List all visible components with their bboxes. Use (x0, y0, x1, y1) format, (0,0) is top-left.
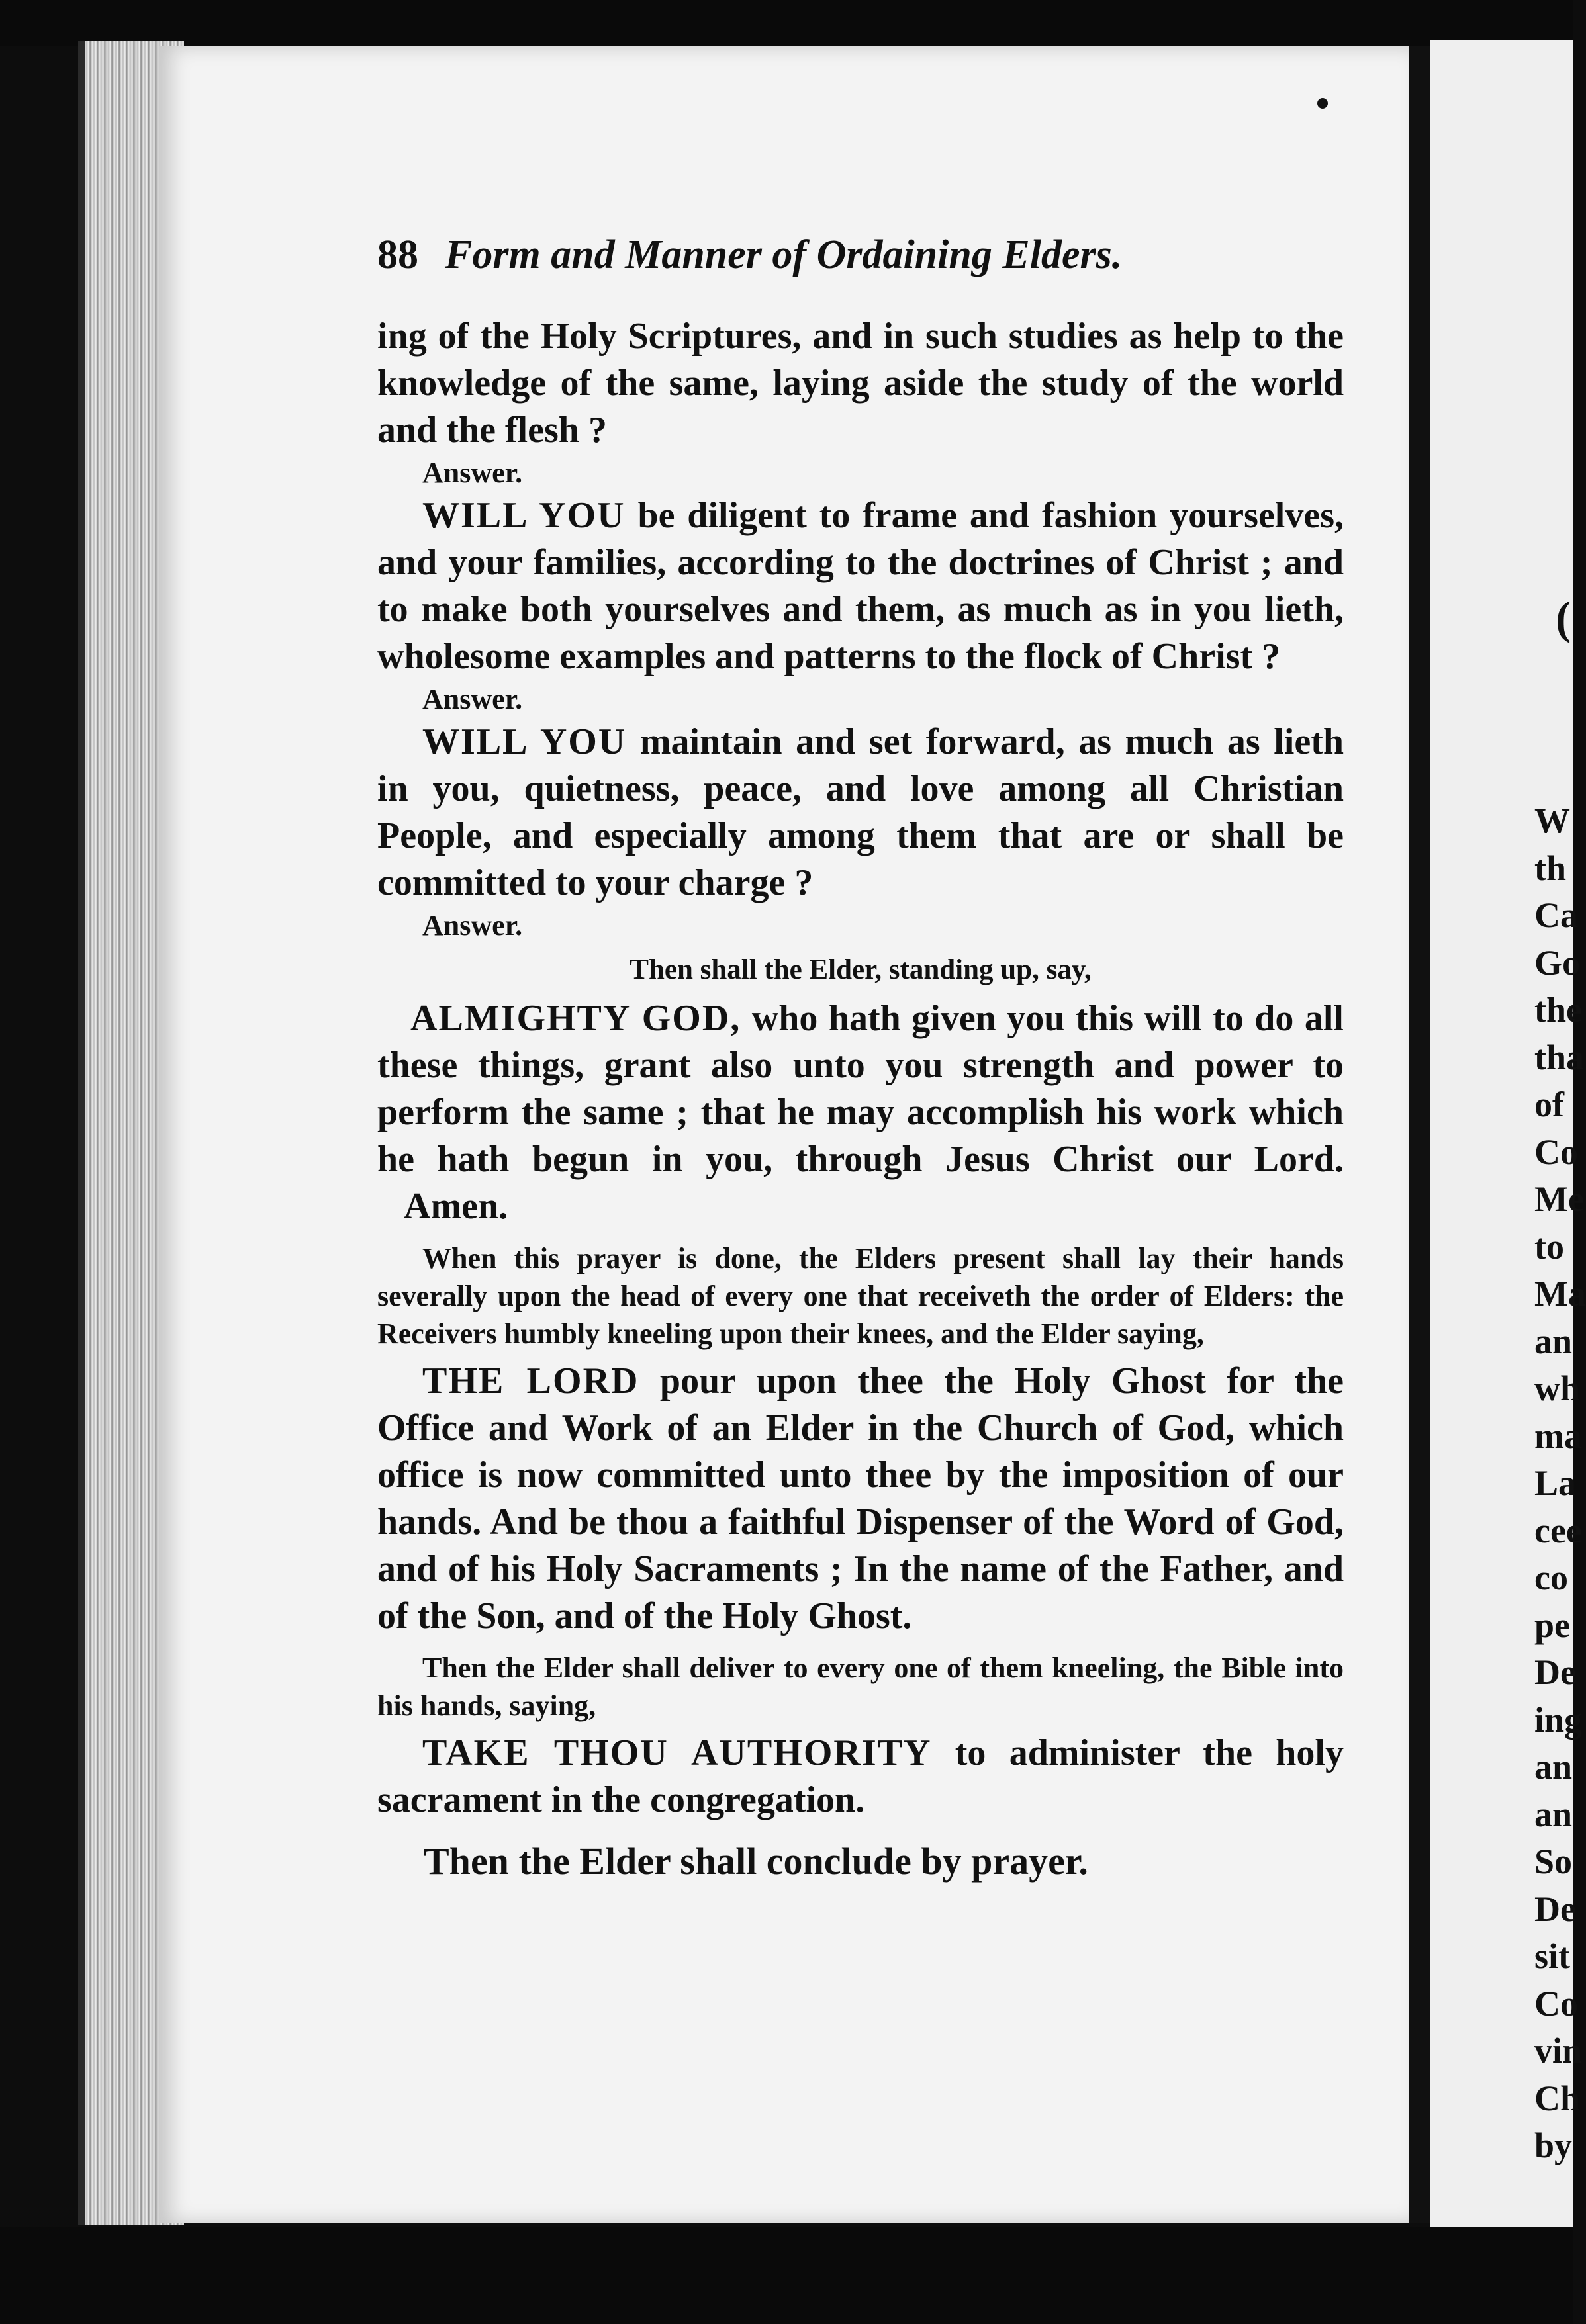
facing-page-fragment: of (1534, 1085, 1564, 1124)
book-gutter (1409, 46, 1430, 2223)
prayer-amen: Amen. (404, 1186, 508, 1227)
scan-top-border (0, 0, 1573, 46)
facing-page-paren: ( (1556, 593, 1571, 644)
running-head (377, 232, 1344, 279)
question-paragraph (377, 492, 1344, 680)
facing-page-fragment: sit (1534, 1936, 1570, 1976)
facing-page-fragment: the (1534, 990, 1582, 1030)
facing-page-fragment: Me (1534, 1179, 1584, 1219)
facing-page-fragment: De (1534, 1889, 1576, 1929)
facing-page-fragment: W (1534, 801, 1570, 840)
answer-label: Answer. (422, 909, 523, 942)
question-lead: WILL YOU (422, 495, 626, 536)
continuation-paragraph: ing of the Holy Scriptures, and in such studies as help to the knowledge of the same, laying aside the study of the world and the flesh ? (377, 316, 1344, 451)
question-paragraph (377, 719, 1344, 907)
facing-page-fragment: So (1534, 1842, 1573, 1881)
ordination-lead: THE LORD (422, 1361, 639, 1402)
facing-page-fragment: th (1534, 848, 1567, 888)
question-text: be diligent to frame and fashion yourselves, and your families, according to the doctrines of Christ ; and to make both yourselves and them, as much as in you lieth, wholesome examples and patterns to the flock of Christ ? (377, 495, 1344, 677)
facing-page-fragment: Ch (1534, 2078, 1581, 2118)
question-text: maintain and set forward, as much as lieth in you, quietness, peace, and love among all Christian People, and especially among them that are or shall be committed to your charge ? (377, 721, 1344, 903)
facing-page-fragment: vin (1534, 2031, 1583, 2071)
facing-page-fragment: Go (1534, 942, 1581, 983)
answer-label: Answer. (422, 683, 523, 715)
authority-text: to administer the holy sacrament in the congregation. (377, 1732, 1344, 1820)
prayer-lead: ALMIGHTY GOD, (410, 998, 741, 1039)
facing-page-fragment: wh (1534, 1368, 1581, 1408)
facing-page-fragment: cee (1534, 1510, 1582, 1550)
running-title: Form and Manner of Ordaining Elders. (445, 232, 1123, 277)
prayer-text: who hath given you this will to do all these things, grant also unto you strength and power to perform the same ; that he may accomplish his work which he hath begun in you, through Jesus Christ our Lord. (377, 998, 1344, 1180)
facing-page-fragment: an (1534, 1321, 1573, 1361)
facing-page-fragment: Co (1534, 1132, 1578, 1172)
facing-page-fragment: Co (1534, 1983, 1578, 2024)
ink-dot (1317, 98, 1328, 109)
answer-label: Answer. (422, 457, 523, 489)
rubric: Then shall the Elder, standing up, say, (630, 954, 1092, 985)
facing-page-fragment: pe (1534, 1605, 1570, 1645)
rubric: Then the Elder shall deliver to every one of them kneeling, the Bible into his hands, saying, (377, 1652, 1344, 1722)
page-number: 88 (377, 232, 418, 277)
facing-page-fragment: tha (1534, 1037, 1585, 1077)
ordination-paragraph (377, 1358, 1344, 1640)
facing-page-fragment: co (1534, 1558, 1568, 1597)
closing-rubric: Then the Elder shall conclude by prayer. (424, 1840, 1088, 1883)
facing-page-fragment: Ma (1534, 1274, 1586, 1314)
facing-page-fragment: an (1534, 1747, 1573, 1787)
authority-lead: TAKE THOU AUTHORITY (422, 1732, 932, 1773)
scan-bottom-border (0, 2227, 1573, 2324)
facing-page-fragment: ma (1534, 1415, 1582, 1456)
ordination-text: pour upon thee the Holy Ghost for the Office and Work of an Elder in the Church of God, which office is now committed unto thee by the imposition of our hands. And be thou a faithful Dispenser of the Word of God, and of his Holy Sacraments ; In the name of the Father, and of the Son, and of the Holy Ghost. (377, 1361, 1344, 1636)
facing-page-fragment: by (1534, 2125, 1573, 2165)
facing-page-fragments (1534, 797, 1586, 2170)
facing-page-fragment: an (1534, 1794, 1573, 1834)
page-content (377, 232, 1344, 1886)
facing-page-fragment: De (1534, 1652, 1576, 1692)
facing-page-fragment: Ca (1534, 895, 1578, 935)
authority-paragraph (377, 1730, 1344, 1824)
facing-page-fragment: La (1534, 1463, 1577, 1503)
rubric: When this prayer is done, the Elders present shall lay their hands severally upon the head of every one that receiveth the order of Elders: the Receivers humbly kneeling upon their knees, and the Elder saying, (377, 1242, 1344, 1350)
facing-page-fragment: to (1534, 1226, 1564, 1267)
question-lead: WILL YOU (422, 721, 627, 762)
prayer-paragraph (377, 995, 1344, 1230)
facing-page-fragment: ing (1534, 1699, 1583, 1740)
